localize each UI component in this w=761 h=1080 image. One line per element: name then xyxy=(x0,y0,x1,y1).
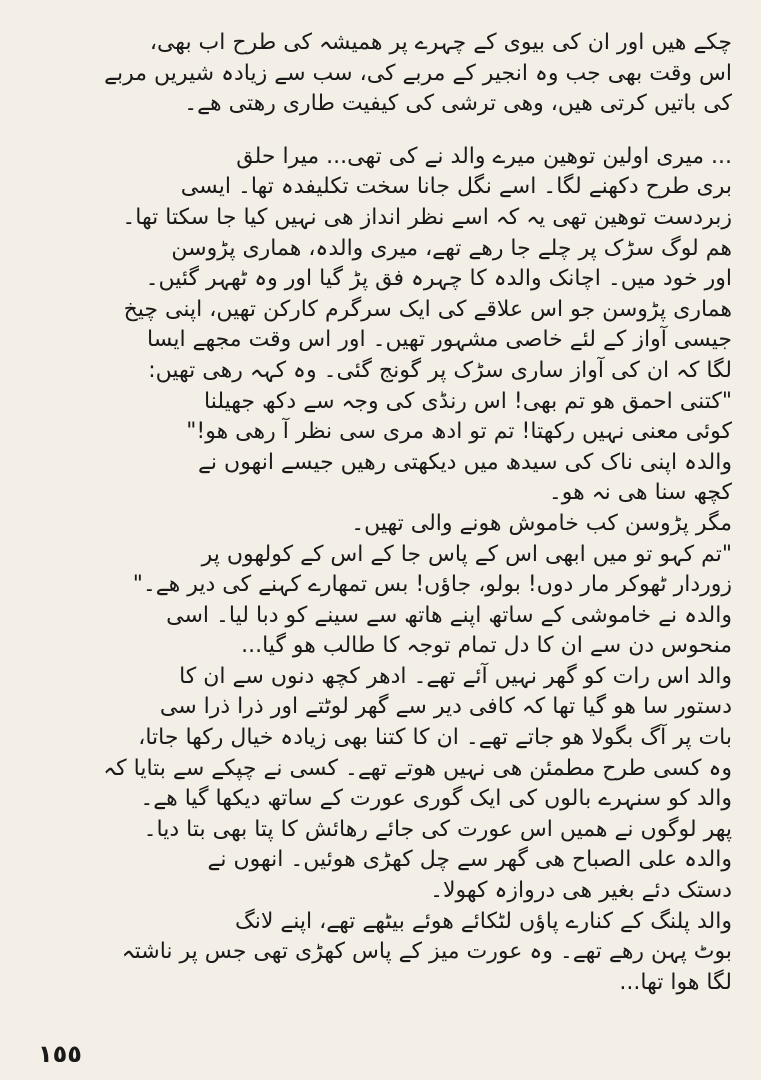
text-line: منحوس دن سے ان کا دل تمام توجہ کا طالب ھو گیا... xyxy=(241,633,732,659)
page-number: ١٥٥ xyxy=(38,1040,82,1068)
text-line: "تم کہو تو میں ابھی اس کے پاس جا کے اس کے کولھوں پر xyxy=(201,541,732,567)
text-line: والدہ علی الصباح ھی گھر سے چل کھڑی ھوئیں۔ انھوں نے xyxy=(207,847,732,873)
body-text xyxy=(30,28,732,998)
text-line: اور خود میں۔ اچانک والدہ کا چہرہ فق پڑ گیا اور وہ ٹھہر گئیں۔ xyxy=(145,266,732,292)
text-line: زبردست توھین تھی یہ کہ اسے نظر انداز ھی نہیں کیا جا سکتا تھا۔ xyxy=(122,204,732,230)
text-line: کی باتیں کرتی ھیں، وھی ترشی کی کیفیت طاری رھتی ھے۔ xyxy=(184,91,732,117)
text-line: پھر لوگوں نے ھمیں اس عورت کی جائے رھائش کا پتا بھی بتا دیا۔ xyxy=(143,816,732,842)
paragraph-gap xyxy=(30,120,732,142)
text-line: ھماری پڑوسن جو اس علاقے کی ایک سرگرم کارکن تھیں، اپنی چیخ xyxy=(123,296,732,322)
text-line: لگا کہ ان کی آواز ساری سڑک پر گونج گئی۔ وہ کہہ رھی تھیں: xyxy=(148,357,732,383)
text-line: مگر پڑوسن کب خاموش ھونے والی تھیں۔ xyxy=(351,510,732,536)
text-line: بات پر آگ بگولا ھو جاتے تھے۔ ان کا کتنا بھی زیادہ خیال رکھا جاتا، xyxy=(138,725,732,751)
text-line: والد اس رات کو گھر نہیں آئے تھے۔ ادھر کچھ دنوں سے ان کا xyxy=(179,663,732,689)
text-line: وہ کسی طرح مطمئن ھی نہیں ھوتے تھے۔ کسی نے چپکے سے بتایا کہ xyxy=(103,755,732,781)
text-line: "کتنی احمق ھو تم بھی! اس رنڈی کی وجہ سے دکھ جھیلنا xyxy=(204,388,732,414)
text-line: ... میری اولین توھین میرے والد نے کی تھی... میرا حلق xyxy=(236,143,732,169)
text-line: بوٹ پہن رھے تھے۔ وہ عورت میز کے پاس کھڑی تھی جس پر ناشتہ xyxy=(121,939,732,965)
text-line: ھم لوگ سڑک پر چلے جا رھے تھے، میری والدہ، ھماری پڑوسن xyxy=(171,235,732,261)
text-line: کوئی معنی نہیں رکھتا! تم تو ادھ مری سی نظر آ رھی ھو!" xyxy=(186,419,732,445)
text-line: والد کو سنہرے بالوں کی ایک گوری عورت کے ساتھ دیکھا گیا ھے۔ xyxy=(140,786,732,812)
text-line: چکے ھیں اور ان کی بیوی کے چہرے پر ھمیشہ کی طرح اب بھی، xyxy=(149,30,732,55)
text-line: بری طرح دکھنے لگا۔ اسے نگل جانا سخت تکلیفدہ تھا۔ ایسی xyxy=(180,174,732,200)
text-line: جیسی آواز کے لئے خاصی مشہور تھیں۔ اور اس وقت مجھے ایسا xyxy=(147,327,732,353)
text-line: والد پلنگ کے کنارے پاؤں لٹکائے ھوئے بیٹھے تھے، اپنے لانگ xyxy=(235,908,732,934)
text-line: لگا ھوا تھا... xyxy=(619,969,732,995)
text-line: دستک دئے بغیر ھی دروازہ کھولا۔ xyxy=(430,878,732,904)
text-line: اس وقت بھی جب وہ انجیر کے مربے کی، سب سے زیادہ شیریں مربے xyxy=(104,60,732,86)
text-line: والدہ اپنی ناک کی سیدھ میں دیکھتی رھیں جیسے انھوں نے xyxy=(198,449,732,475)
text-line: زوردار ٹھوکر مار دوں! بولو، جاؤں! بس تمھارے کہنے کی دیر ھے۔" xyxy=(132,572,732,598)
text-line: دستور سا ھو گیا تھا کہ کافی دیر سے گھر لوٹتے اور ذرا ذرا سی xyxy=(159,694,732,720)
text-line: والدہ نے خاموشی کے ساتھ اپنے ھاتھ سے سینے کو دبا لیا۔ اسی xyxy=(166,602,732,628)
text-line: کچھ سنا ھی نہ ھو۔ xyxy=(548,480,732,506)
